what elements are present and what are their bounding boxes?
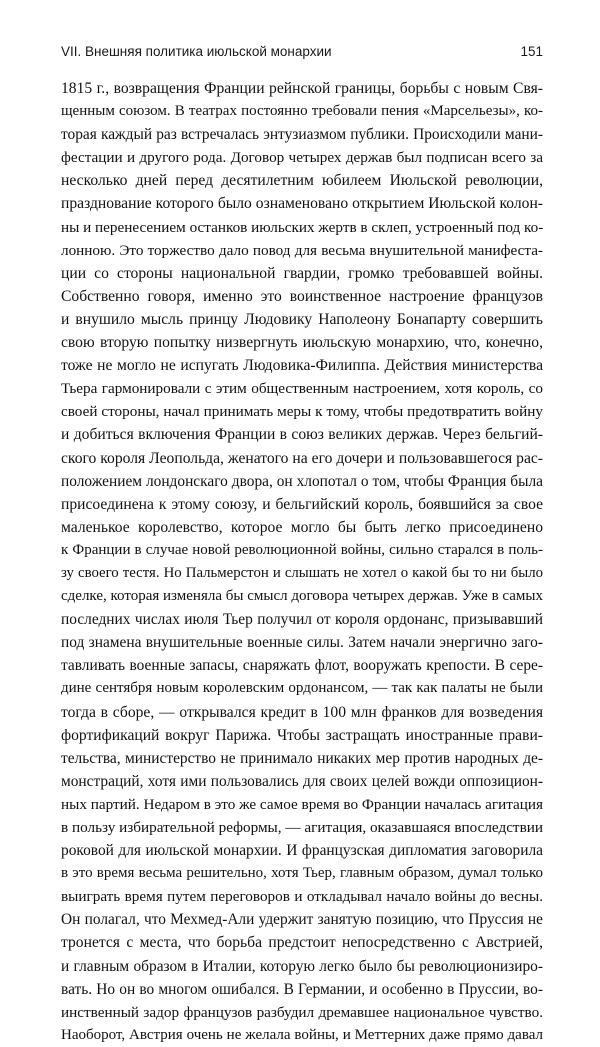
text-line: вать. Но он во многом ошибался. В Германии, и особенно в Пруссии, во-: [61, 980, 543, 998]
text-line: тавливать военные запасы, снаряжать флот, вооружать крепости. В сере-: [61, 657, 543, 675]
running-title: VII. Внешняя политика июльской монархии: [61, 44, 332, 59]
page-number: 151: [520, 44, 543, 59]
text-line: зу своего тестя. Но Пальмерстон и слышать не хотел о какой бы то ни было: [61, 564, 543, 581]
text-line: несколько дней перед десятилетним юбилеем Июльской революции,: [61, 172, 543, 190]
text-line: ны и перенесением останков июльских жертв в склеп, устроенный под ко-: [61, 218, 543, 236]
text-line: свою вторую попытку низвергнуть июльскую монархию, что, конечно,: [61, 334, 543, 352]
text-line: фортификаций вокруг Парижа. Чтобы застращать иностранные прави-: [61, 726, 543, 744]
text-line: щенным союзом. В театрах постоянно требовали пения «Марсельезы», ко-: [61, 103, 543, 120]
text-line: Собственно говоря, именно это воинственное настроение французов: [61, 287, 543, 305]
text-line: тоже не могло не испугать Людовика-Филиппа. Действия министерства: [61, 357, 543, 375]
text-line: положением лондонскаго двора, он хлопотал о том, чтобы Франция была: [61, 472, 543, 490]
text-line: 1815 г., возвращения Франции рейнской границы, борьбы с новым Свя-: [61, 80, 543, 97]
text-line: в это время весьма решительно, хотя Тьер, главным образом, думал только: [61, 865, 543, 882]
text-line: своей стороны, начал принимать меры к тому, чтобы предотвратить войну: [61, 403, 543, 421]
text-line: фестации и другого рода. Договор четырех держав был подписан всего за: [61, 149, 543, 167]
text-line: празднование которого было ознаменовано открытием Июльской колон-: [61, 195, 543, 213]
text-line: тельства, министерство не принимало никаких мер против народных де-: [61, 749, 543, 767]
text-line: инственный задор французов разбудил дремавшее национальное чувство.: [61, 1003, 543, 1021]
text-line: и добиться включения Франции в союз великих держав. Через бельгий-: [61, 426, 543, 444]
text-line: тронется с места, что борьба предстоит непосредственно с Австрией,: [61, 934, 543, 952]
text-line: присоединена к этому союзу, и бельгийский король, боявшийся за свое: [61, 495, 543, 513]
text-line: сделке, которая изменяла бы смысл договора четырех держав. Уже в самых: [61, 588, 543, 605]
text-line: ных партий. Недаром в это же самое время во Франции началась агитация: [61, 795, 543, 813]
text-line: монстраций, хотя ими пользовались для своих целей вожди оппозицион-: [61, 772, 543, 790]
text-line: к Франции в случае новой революционной войны, сильно старался в поль-: [61, 541, 543, 558]
text-line: тогда в сборе, — открывался кредит в 100 млн франков для возведения: [61, 703, 543, 721]
text-line: дине сентября новым королевским ордонансом, — так как палаты не были: [61, 680, 543, 697]
text-line: Наоборот, Австрия очень не желала войны, и Меттерних даже прямо давал: [61, 1026, 543, 1043]
text-line: и главным образом в Италии, которую легко было бы революционизиро-: [61, 957, 543, 975]
text-line: в пользу избирательной реформы, — агитация, оказавшаяся впоследствии: [61, 819, 543, 836]
text-line: лонною. Это торжество дало повод для весьма внушительной манифеста-: [61, 241, 543, 259]
text-line: роковой для июльской монархии. И французская дипломатия заговорила: [61, 842, 543, 860]
running-header: [61, 44, 543, 64]
text-line: Он полагал, что Мехмед-Али удержит занятую позицию, что Пруссия не: [61, 911, 543, 929]
body-text: [61, 77, 543, 1047]
text-line: под знамена внушительные военные силы. Затем начали энергично заго-: [61, 634, 543, 652]
text-line: торая каждый раз встречалась энтузиазмом публики. Происходили мани-: [61, 126, 543, 144]
text-line: ции со стороны национальной гвардии, громко требовавшей войны.: [61, 264, 543, 282]
text-line: выиграть время путем переговоров и откладывал начало войны до весны.: [61, 888, 543, 906]
text-line: последних числах июля Тьер получил от короля ордонанс, призывавший: [61, 611, 543, 629]
text-line: Тьера гармонировали с этим общественным настроением, хотя король, со: [61, 380, 543, 398]
text-line: ского короля Леопольда, женатого на его дочери и пользовавшегося рас-: [61, 449, 543, 467]
text-line: маленькое королевство, которое могло бы быть легко присоединено: [61, 518, 543, 536]
text-line: и внушило мысль принцу Людовику Наполеону Бонапарту совершить: [61, 310, 543, 328]
